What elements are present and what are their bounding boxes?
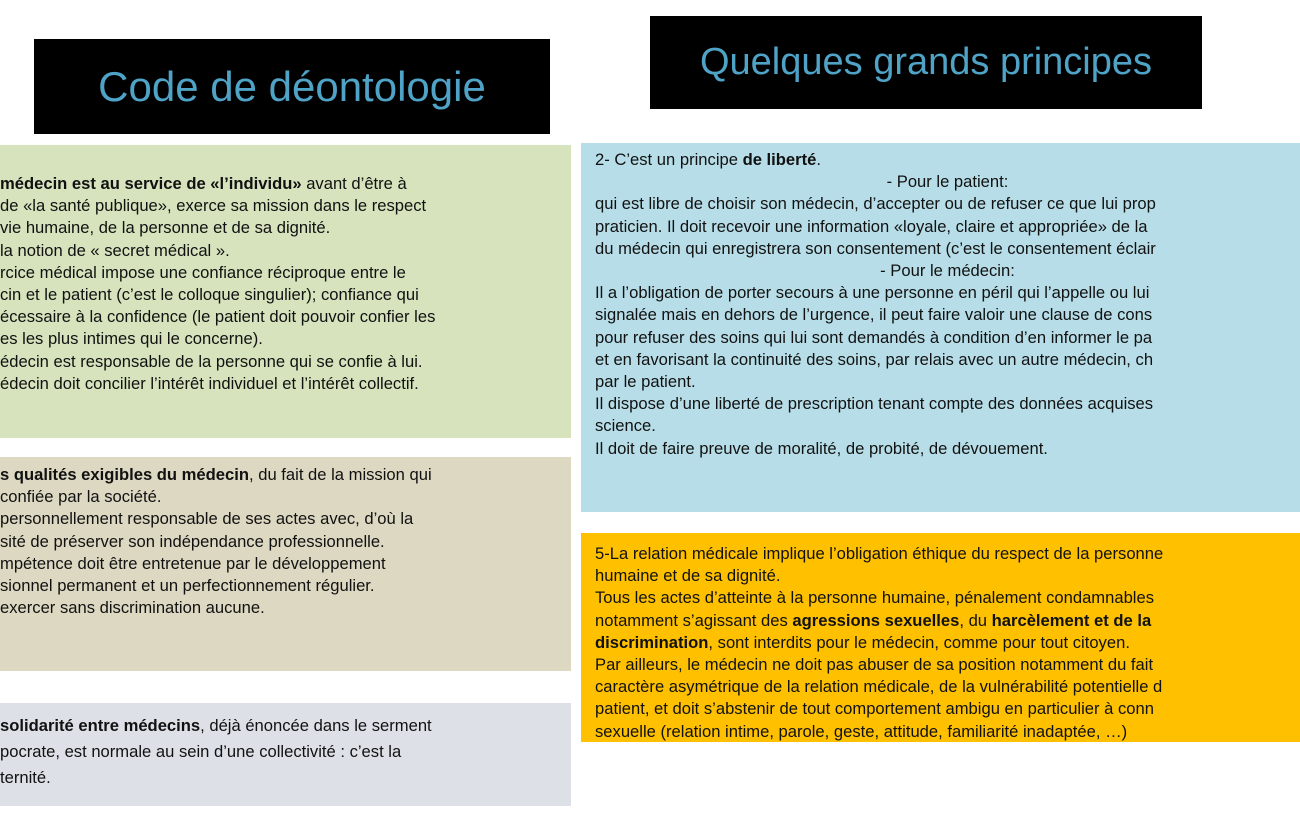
panel-qualites-medecin — [0, 457, 571, 671]
bold-text: s qualités exigibles du médecin — [0, 465, 249, 484]
text-line — [0, 713, 571, 739]
text-segment: Il a l’obligation de porter secours à une personne en péril qui l’appelle ou lui — [595, 283, 1150, 303]
panel-solidarite — [0, 703, 571, 806]
panel-principe-liberte — [581, 143, 1300, 512]
text-line — [0, 217, 571, 239]
bold-text: discrimination — [595, 632, 709, 652]
text-segment: praticien. Il doit recevoir une information «loyale, claire et appropriée» de la — [595, 216, 1148, 236]
text-segment: humaine et de sa dignité. — [595, 566, 781, 586]
title-code-deontologie — [34, 39, 550, 134]
text-line — [595, 587, 1300, 609]
text-segment: édecin est responsable de la personne qui se confie à lui. — [0, 351, 423, 371]
text-segment: notamment s’agissant des — [595, 610, 793, 630]
text-line — [595, 193, 1300, 215]
text-segment: édecin doit concilier l’intérêt individuel et l’intérêt collectif. — [0, 373, 419, 393]
text-segment: la notion de « secret médical ». — [0, 240, 230, 260]
title-grands-principes — [650, 16, 1202, 109]
text-segment: ternité. — [0, 768, 51, 787]
text-segment: caractère asymétrique de la relation médicale, de la vulnérabilité potentielle d — [595, 677, 1163, 697]
text-segment: signalée mais en dehors de l’urgence, il peut faire valoir une clause de cons — [595, 305, 1153, 325]
text-line — [595, 304, 1300, 326]
text-segment: rcice médical impose une confiance réciproque entre le — [0, 262, 406, 282]
bold-text: agressions sexuelles — [792, 610, 960, 630]
text-segment: , déjà énoncée dans le serment — [200, 716, 432, 735]
text-line — [0, 597, 571, 619]
text-line — [595, 654, 1300, 676]
panel-relation-medicale — [581, 533, 1300, 742]
text-segment: pour refuser des soins qui lui sont demandés à condition d’en informer le pa — [595, 327, 1153, 347]
text-line — [595, 349, 1300, 371]
text-segment: - Pour le médecin: — [880, 261, 1015, 281]
title-grands-principes-text: Quelques grands principes — [699, 41, 1153, 83]
text-segment: Par ailleurs, le médecin ne doit pas abuser de sa position notamment du fait — [595, 655, 1154, 675]
text-segment: par le patient. — [595, 372, 696, 392]
text-segment: pocrate, est normale au sein d’une collectivité : c’est la — [0, 742, 402, 761]
text-line — [595, 438, 1300, 460]
text-line — [595, 632, 1300, 654]
text-line — [595, 371, 1300, 393]
text-line — [595, 565, 1300, 587]
text-segment: - Pour le patient: — [886, 172, 1009, 192]
text-line — [595, 415, 1300, 437]
text-segment: qui est libre de choisir son médecin, d’accepter ou de refuser ce que lui prop — [595, 194, 1156, 214]
text-line — [0, 306, 571, 328]
panel-service-individu — [0, 145, 571, 438]
text-segment: 5-La relation médicale implique l’obligation éthique du respect de la personne — [595, 544, 1164, 563]
text-line — [0, 284, 571, 306]
text-segment: de «la santé publique», exerce sa mission dans le respect — [0, 196, 427, 216]
text-line — [595, 216, 1300, 238]
text-line — [595, 282, 1300, 304]
text-segment: sionnel permanent et un perfectionnement régulier. — [0, 576, 375, 596]
text-line — [0, 240, 571, 262]
text-segment: sité de préserver son indépendance professionnelle. — [0, 531, 385, 551]
text-segment: , du — [959, 610, 992, 630]
text-segment: écessaire à la confidence (le patient doit pouvoir confier les — [0, 307, 436, 327]
text-line — [0, 195, 571, 217]
text-line — [595, 171, 1300, 193]
text-segment: mpétence doit être entretenue par le développement — [0, 553, 386, 573]
text-segment: vie humaine, de la personne et de sa dignité. — [0, 218, 331, 238]
text-line — [595, 149, 1300, 171]
text-segment: du médecin qui enregistrera son consentement (c’est le consentement éclair — [595, 238, 1156, 258]
text-segment: exercer sans discrimination aucune. — [0, 598, 265, 618]
bold-text: solidarité entre médecins — [0, 716, 201, 735]
text-line — [0, 531, 571, 553]
text-line — [595, 238, 1300, 260]
text-line — [0, 464, 571, 486]
text-segment: et en favorisant la continuité des soins, par relais avec un autre médecin, ch — [595, 349, 1154, 369]
text-line — [595, 260, 1300, 282]
bold-text: de liberté — [742, 150, 817, 169]
text-line — [0, 373, 571, 395]
text-line — [595, 610, 1300, 632]
text-line — [595, 327, 1300, 349]
text-line — [595, 721, 1300, 742]
text-line — [0, 765, 571, 791]
text-segment: Tous les actes d’atteinte à la personne humaine, pénalement condamnables — [595, 588, 1155, 608]
text-segment: es les plus intimes qui le concerne). — [0, 329, 263, 349]
text-segment: Il dispose d’une liberté de prescription tenant compte des données acquises — [595, 394, 1154, 414]
text-segment: avant d’être à — [301, 174, 407, 193]
text-segment: science. — [595, 416, 656, 436]
bold-text: médecin est au service de «l’individu» — [0, 174, 302, 193]
text-segment: cin et le patient (c’est le colloque singulier); confiance qui — [0, 285, 419, 305]
text-line — [0, 351, 571, 373]
text-segment: Il doit de faire preuve de moralité, de probité, de dévouement. — [595, 438, 1048, 458]
text-line — [0, 739, 571, 765]
text-segment: , sont interdits pour le médecin, comme pour tout citoyen. — [708, 632, 1130, 652]
text-segment: 2- C’est un principe — [595, 150, 743, 169]
text-segment: confiée par la société. — [0, 487, 162, 507]
text-line — [595, 676, 1300, 698]
text-line — [0, 553, 571, 575]
text-segment: . — [816, 150, 821, 169]
text-segment: patient, et doit s’abstenir de tout comportement ambigu en particulier à conn — [595, 699, 1154, 719]
text-segment: personnellement responsable de ses actes avec, d’où la — [0, 509, 414, 529]
bold-text: harcèlement et de la — [991, 610, 1152, 630]
text-line — [0, 173, 571, 195]
text-line — [595, 543, 1300, 565]
text-segment: , du fait de la mission qui — [249, 465, 432, 484]
text-line — [0, 262, 571, 284]
text-line — [595, 698, 1300, 720]
title-code-deontologie-text: Code de déontologie — [98, 62, 486, 110]
text-segment: sexuelle (relation intime, parole, geste, attitude, familiarité inadaptée, …) — [595, 721, 1128, 741]
text-line — [0, 486, 571, 508]
text-line — [595, 393, 1300, 415]
text-line — [0, 328, 571, 350]
text-line — [0, 508, 571, 530]
text-line — [0, 575, 571, 597]
